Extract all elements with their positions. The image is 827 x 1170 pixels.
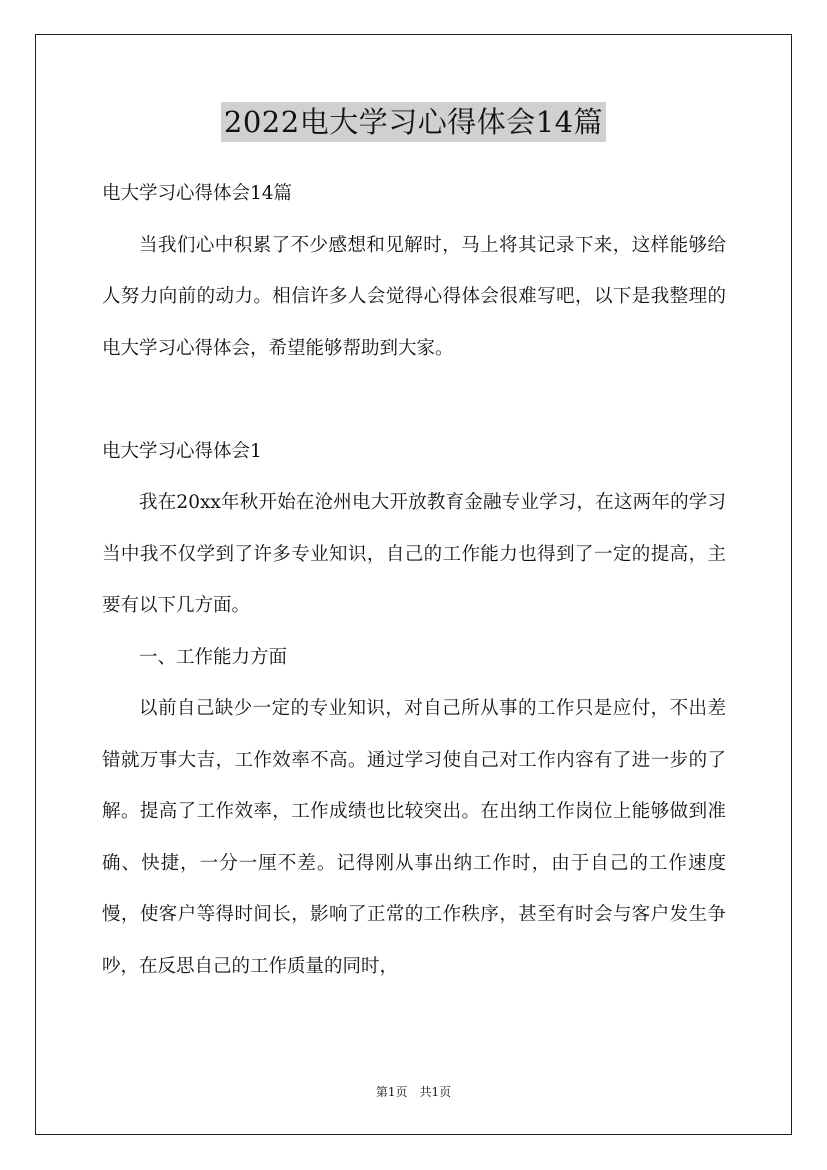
- section-paragraph: 以前自己缺少一定的专业知识，对自己所从事的工作只是应付，不出差错就万事大吉，工作效率不高。通过学习使自己对工作内容有了进一步的了解。提高了工作效率，工作成绩也比较突出。在出纳工作岗位上能够做到准确、快捷，一分一厘不差。记得刚从事出纳工作时，由于自己的工作速度慢，使客户等得时间长，影响了正常的工作秩序，甚至有时会与客户发生争吵，在反思自己的工作质量的同时，: [102, 698, 726, 977]
- intro-paragraph: 当我们心中积累了不少感想和见解时，马上将其记录下来，这样能够给人努力向前的动力。相信许多人会觉得心得体会很难写吧，以下是我整理的电大学习心得体会，希望能够帮助到大家。: [102, 234, 726, 359]
- page-number: 第1页 共1页: [375, 1085, 452, 1099]
- section-paragraph: 我在20xx年秋开始在沧州电大开放教育金融专业学习，在这两年的学习当中我不仅学到了许多专业知识，自己的工作能力也得到了一定的提高，主要有以下几方面。: [102, 492, 726, 616]
- subtitle: 电大学习心得体会14篇: [102, 183, 293, 204]
- title-area: [0, 102, 827, 142]
- document-title: 2022电大学习心得体会14篇: [221, 102, 606, 142]
- section-subheading: 一、工作能力方面: [139, 646, 288, 668]
- blank-line: [102, 374, 726, 426]
- document-body: [102, 168, 726, 992]
- page-footer: [0, 1084, 827, 1100]
- section-heading: 电大学习心得体会1: [102, 440, 262, 462]
